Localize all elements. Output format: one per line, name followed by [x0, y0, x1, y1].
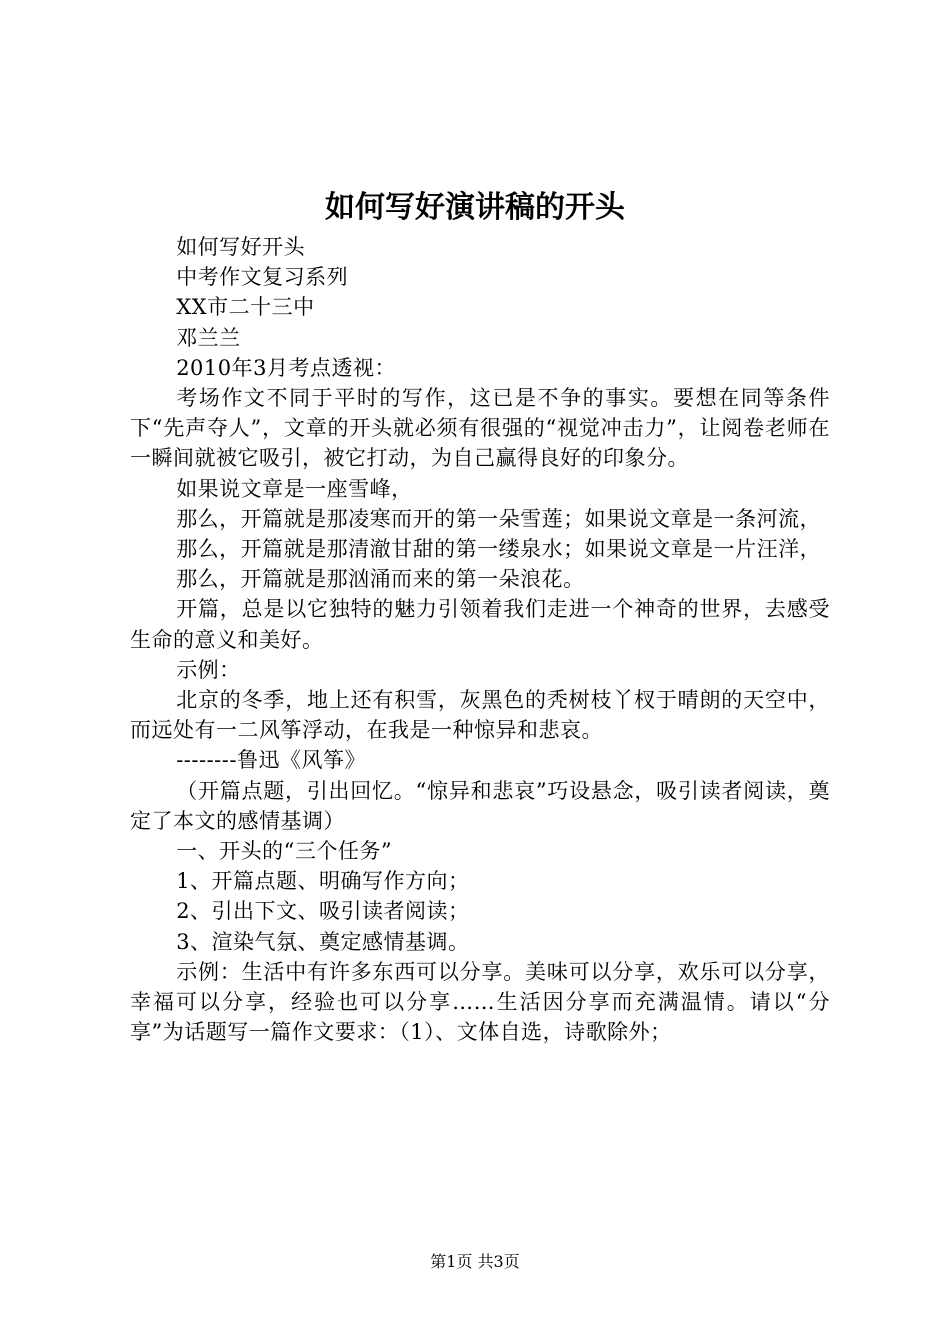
paragraph: 1、开篇点题、明确写作方向； — [176, 869, 470, 894]
paragraph: 那么，开篇就是那汹涌而来的第一朵浪花。 — [176, 567, 585, 592]
paragraph: --------鲁迅《风筝》 — [176, 748, 366, 773]
paragraph: 示例：生活中有许多东西可以分享。美味可以分享，欢乐可以分享，幸福可以分享，经验也可以分享……生活因分享而充满温情。请以“分享”为话题写一篇作文要求：（1）、文体自选，诗歌除外； — [130, 959, 830, 1045]
document-title: 如何写好演讲稿的开头 — [325, 190, 625, 225]
paragraph: 如何写好开头 — [176, 235, 306, 259]
paragraph: （开篇点题，引出回忆。“惊异和悲哀”巧设悬念，吸引读者阅读，奠定了本文的感情基调） — [130, 778, 830, 833]
paragraph: 开篇，总是以它独特的魅力引领着我们走进一个神奇的世界，去感受生命的意义和美好。 — [130, 597, 830, 652]
paragraph: 一、开头的“三个任务” — [176, 839, 393, 864]
document-body — [130, 232, 830, 1047]
paragraph: XX市二十三中 — [176, 295, 315, 320]
paragraph: 示例： — [176, 657, 241, 682]
paragraph: 2、引出下文、吸引读者阅读； — [176, 899, 470, 924]
paragraph: 邓兰兰 — [176, 325, 241, 350]
paragraph: 2010年3月考点透视： — [176, 355, 396, 380]
paragraph: 北京的冬季，地上还有积雪，灰黑色的秃树枝丫杈于晴朗的天空中，而远处有一二风筝浮动，在我是一种惊异和悲哀。 — [130, 688, 830, 743]
paragraph: 如果说文章是一座雪峰， — [176, 476, 413, 501]
paragraph: 中考作文复习系列 — [176, 265, 349, 290]
page-footer: 第1页 共3页 — [430, 1252, 520, 1271]
paragraph: 考场作文不同于平时的写作，这已是不争的事实。要想在同等条件下“先声夺人”，文章的开头就必须有很强的“视觉冲击力”，让阅卷老师在一瞬间就被它吸引，被它打动，为自己赢得良好的印象分。 — [130, 386, 830, 471]
paragraph: 那么，开篇就是那清澈甘甜的第一缕泉水；如果说文章是一片汪洋， — [176, 537, 822, 562]
paragraph: 3、渲染气氛、奠定感情基调。 — [176, 929, 470, 954]
paragraph: 那么，开篇就是那凌寒而开的第一朵雪莲；如果说文章是一条河流， — [176, 506, 822, 531]
